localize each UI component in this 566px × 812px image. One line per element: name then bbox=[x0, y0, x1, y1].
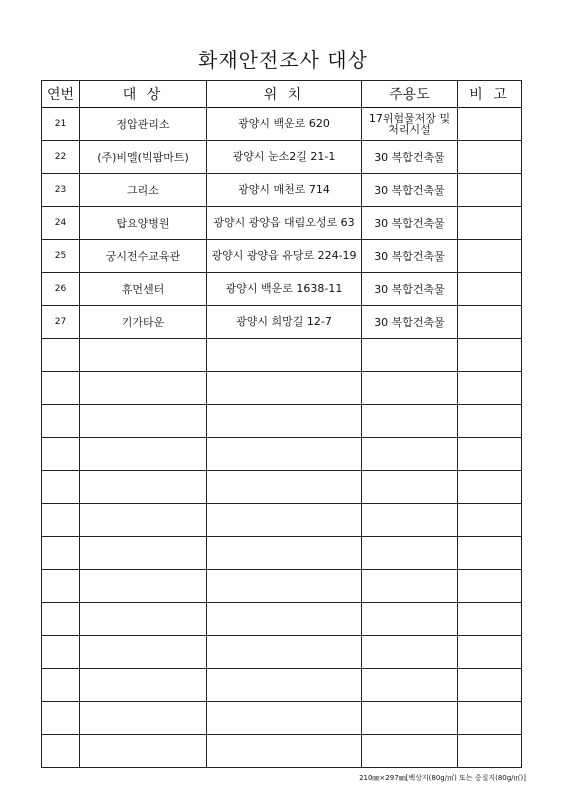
cell-use bbox=[362, 603, 458, 636]
table-body bbox=[42, 108, 522, 768]
cell-note bbox=[458, 372, 522, 405]
cell-location bbox=[207, 372, 362, 405]
cell-no bbox=[42, 405, 80, 438]
cell-note bbox=[458, 240, 522, 273]
cell-location: 광양시 백운로 1638-11 bbox=[207, 273, 362, 306]
cell-note bbox=[458, 471, 522, 504]
cell-no bbox=[42, 372, 80, 405]
cell-note bbox=[458, 306, 522, 339]
header-no: 연번 bbox=[42, 81, 80, 108]
cell-name bbox=[80, 339, 207, 372]
cell-name bbox=[80, 603, 207, 636]
cell-no bbox=[42, 702, 80, 735]
cell-location bbox=[207, 339, 362, 372]
cell-location bbox=[207, 570, 362, 603]
table-row bbox=[42, 339, 522, 372]
cell-name bbox=[80, 405, 207, 438]
cell-note bbox=[458, 273, 522, 306]
cell-no bbox=[42, 603, 80, 636]
table-row bbox=[42, 108, 522, 141]
cell-name: 탑요양병원 bbox=[80, 207, 207, 240]
table-row bbox=[42, 669, 522, 702]
table-row bbox=[42, 504, 522, 537]
cell-location bbox=[207, 603, 362, 636]
cell-use bbox=[362, 438, 458, 471]
cell-no bbox=[42, 570, 80, 603]
cell-no: 22 bbox=[42, 141, 80, 174]
cell-no: 23 bbox=[42, 174, 80, 207]
table-row bbox=[42, 174, 522, 207]
cell-use: 30 복합건축물 bbox=[362, 306, 458, 339]
cell-use bbox=[362, 636, 458, 669]
table-row bbox=[42, 141, 522, 174]
cell-name: 그리소 bbox=[80, 174, 207, 207]
cell-no bbox=[42, 636, 80, 669]
cell-use bbox=[362, 669, 458, 702]
table-row bbox=[42, 537, 522, 570]
header-use: 주용도 bbox=[362, 81, 458, 108]
table-row bbox=[42, 570, 522, 603]
cell-name: 정압관리소 bbox=[80, 108, 207, 141]
header-location: 위 치 bbox=[207, 81, 362, 108]
table-row bbox=[42, 603, 522, 636]
cell-name bbox=[80, 438, 207, 471]
cell-use: 30 복합건축물 bbox=[362, 141, 458, 174]
cell-note bbox=[458, 735, 522, 768]
header-name: 대 상 bbox=[80, 81, 207, 108]
cell-name: 궁시전수교육관 bbox=[80, 240, 207, 273]
cell-name bbox=[80, 471, 207, 504]
cell-note bbox=[458, 174, 522, 207]
cell-no: 21 bbox=[42, 108, 80, 141]
cell-name bbox=[80, 504, 207, 537]
cell-use bbox=[362, 471, 458, 504]
cell-use bbox=[362, 405, 458, 438]
cell-location: 광양시 백운로 620 bbox=[207, 108, 362, 141]
table-row bbox=[42, 273, 522, 306]
cell-no bbox=[42, 504, 80, 537]
page-title: 화재안전조사 대상 bbox=[198, 48, 368, 72]
cell-note bbox=[458, 636, 522, 669]
cell-location bbox=[207, 504, 362, 537]
table-row bbox=[42, 702, 522, 735]
cell-no bbox=[42, 471, 80, 504]
cell-location bbox=[207, 636, 362, 669]
cell-name: 휴먼센터 bbox=[80, 273, 207, 306]
cell-location bbox=[207, 669, 362, 702]
cell-use: 30 복합건축물 bbox=[362, 240, 458, 273]
cell-no bbox=[42, 735, 80, 768]
cell-note bbox=[458, 570, 522, 603]
cell-location bbox=[207, 702, 362, 735]
cell-note bbox=[458, 603, 522, 636]
cell-use bbox=[362, 537, 458, 570]
table-row bbox=[42, 207, 522, 240]
cell-name: (주)비엘(빅팜마트) bbox=[80, 141, 207, 174]
cell-name bbox=[80, 702, 207, 735]
table-row bbox=[42, 372, 522, 405]
cell-location: 광양시 광양읍 유당로 224-19 bbox=[207, 240, 362, 273]
cell-location bbox=[207, 735, 362, 768]
cell-use bbox=[362, 504, 458, 537]
cell-no bbox=[42, 438, 80, 471]
cell-name bbox=[80, 669, 207, 702]
cell-no: 26 bbox=[42, 273, 80, 306]
table-row bbox=[42, 636, 522, 669]
cell-note bbox=[458, 504, 522, 537]
cell-location bbox=[207, 471, 362, 504]
paper-spec-footer: 210㎜×297㎜[백상지(80g/㎡) 또는 중질지(80g/㎡)] bbox=[359, 774, 526, 782]
table-row bbox=[42, 405, 522, 438]
table-row bbox=[42, 471, 522, 504]
table-row bbox=[42, 240, 522, 273]
cell-no bbox=[42, 669, 80, 702]
cell-no: 27 bbox=[42, 306, 80, 339]
table-row bbox=[42, 306, 522, 339]
cell-no: 25 bbox=[42, 240, 80, 273]
cell-use bbox=[362, 339, 458, 372]
cell-no: 24 bbox=[42, 207, 80, 240]
cell-location bbox=[207, 438, 362, 471]
cell-use: 30 복합건축물 bbox=[362, 207, 458, 240]
cell-name bbox=[80, 570, 207, 603]
cell-no bbox=[42, 537, 80, 570]
cell-note bbox=[458, 669, 522, 702]
cell-use: 30 복합건축물 bbox=[362, 273, 458, 306]
cell-name bbox=[80, 537, 207, 570]
cell-location: 광양시 희망길 12-7 bbox=[207, 306, 362, 339]
table-row bbox=[42, 438, 522, 471]
cell-note bbox=[458, 339, 522, 372]
cell-name bbox=[80, 372, 207, 405]
table-header-row bbox=[42, 81, 522, 108]
cell-name bbox=[80, 636, 207, 669]
cell-note bbox=[458, 438, 522, 471]
cell-location bbox=[207, 537, 362, 570]
cell-name: 기가타운 bbox=[80, 306, 207, 339]
cell-note bbox=[458, 207, 522, 240]
cell-note bbox=[458, 108, 522, 141]
table-row bbox=[42, 735, 522, 768]
header-note: 비 고 bbox=[458, 81, 522, 108]
cell-note bbox=[458, 537, 522, 570]
cell-use: 30 복합건축물 bbox=[362, 174, 458, 207]
cell-location: 광양시 눈소2길 21-1 bbox=[207, 141, 362, 174]
cell-use bbox=[362, 735, 458, 768]
cell-location: 광양시 광양읍 대림오성로 63 bbox=[207, 207, 362, 240]
cell-name bbox=[80, 735, 207, 768]
cell-use: 17위험물저장 및 처리시설 bbox=[362, 108, 458, 141]
cell-location bbox=[207, 405, 362, 438]
cell-note bbox=[458, 405, 522, 438]
inspection-target-table bbox=[41, 80, 522, 768]
cell-note bbox=[458, 141, 522, 174]
cell-use bbox=[362, 702, 458, 735]
cell-location: 광양시 매천로 714 bbox=[207, 174, 362, 207]
cell-note bbox=[458, 702, 522, 735]
cell-use bbox=[362, 570, 458, 603]
cell-use bbox=[362, 372, 458, 405]
cell-no bbox=[42, 339, 80, 372]
